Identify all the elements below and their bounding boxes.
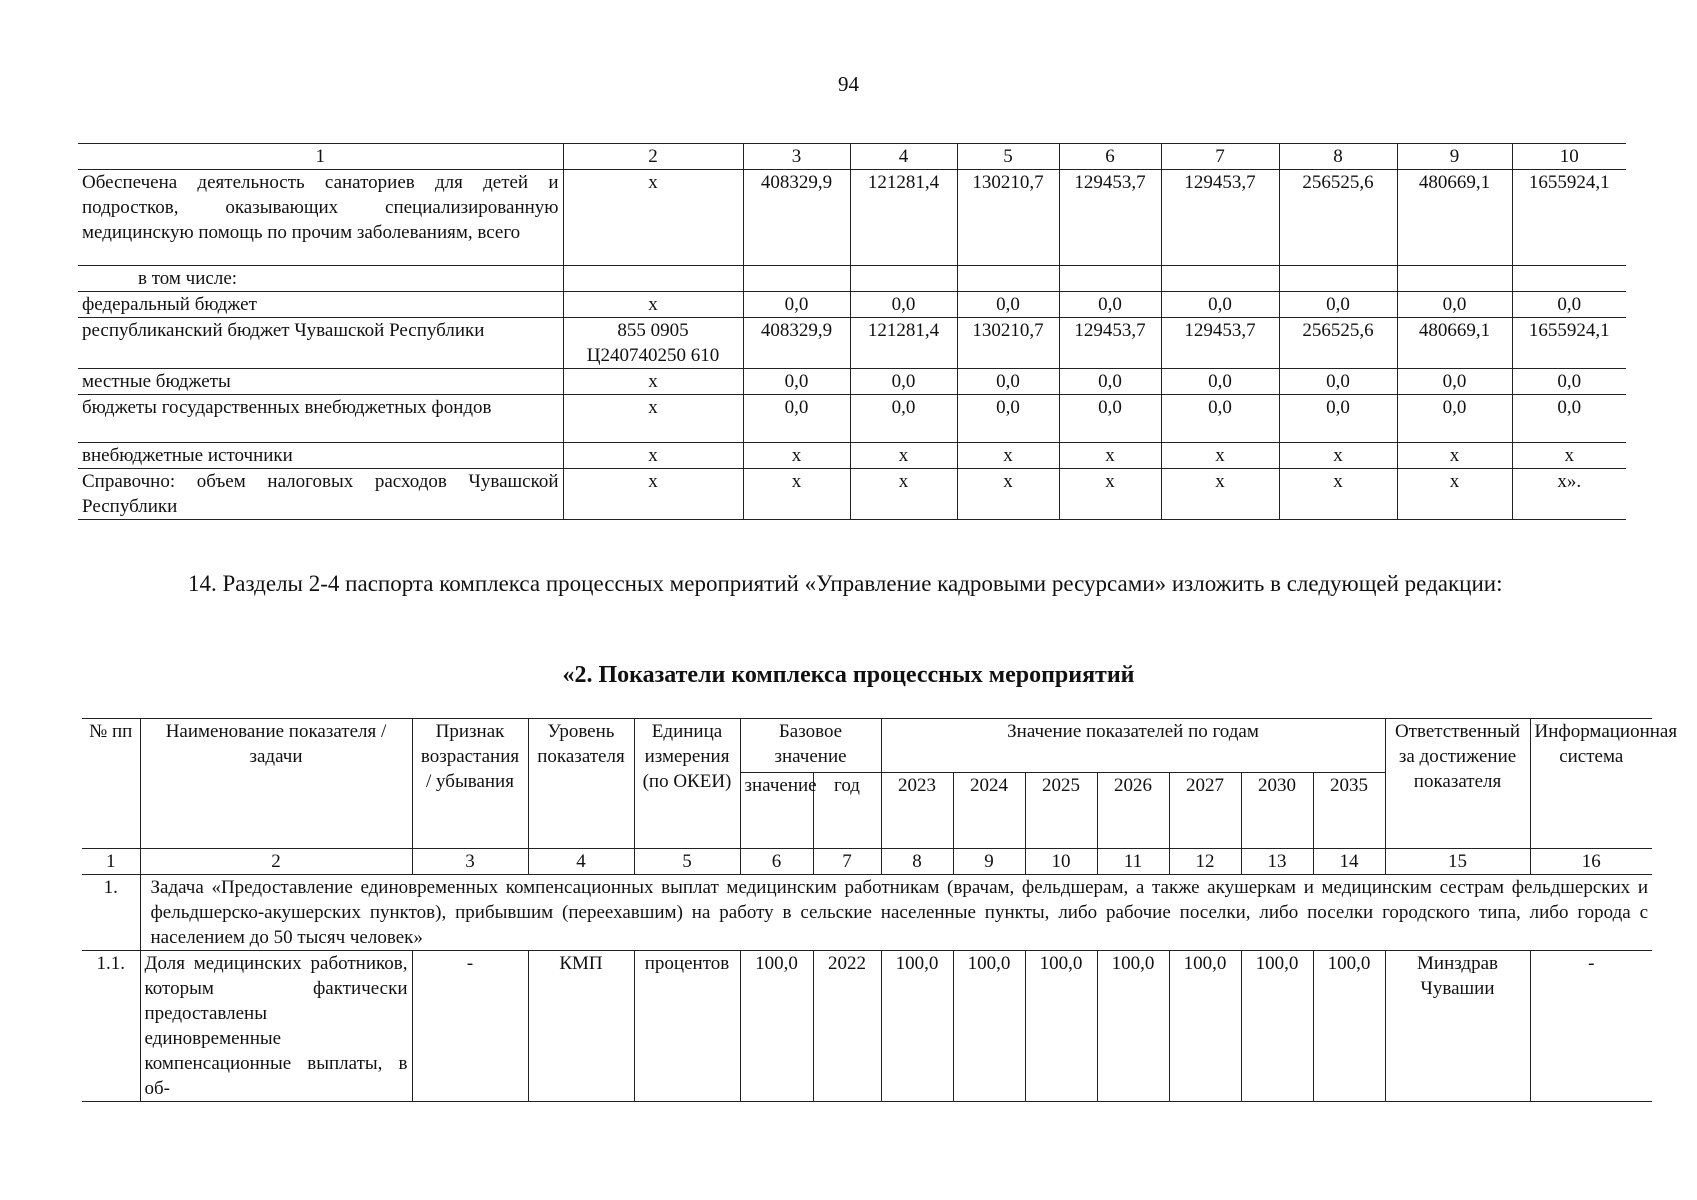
row-value: 480669,1	[1397, 170, 1512, 266]
column-number: 3	[743, 144, 850, 170]
row-value: 0,0	[743, 369, 850, 395]
row-value: 408329,9	[743, 318, 850, 369]
financing-table	[78, 143, 1626, 520]
row-value: 256525,6	[1279, 170, 1397, 266]
row-label: Справочно: объем налоговых расходов Чувашской Республики	[78, 469, 563, 520]
row-value: x	[1512, 443, 1626, 469]
header-year: 2024	[953, 773, 1025, 849]
row-value: x	[1059, 443, 1161, 469]
row-value: 129453,7	[1059, 318, 1161, 369]
row-value: 0,0	[850, 292, 957, 318]
row-value	[1512, 266, 1626, 292]
header-year: 2025	[1025, 773, 1097, 849]
column-number: 4	[528, 849, 634, 875]
column-number: 16	[1530, 849, 1652, 875]
row-value: 0,0	[1279, 395, 1397, 443]
row-value: x	[743, 469, 850, 520]
row-code: x	[563, 170, 743, 266]
column-number: 4	[850, 144, 957, 170]
row-code: x	[563, 443, 743, 469]
row-value: 0,0	[1161, 395, 1279, 443]
row-value: 0,0	[1161, 369, 1279, 395]
column-number: 1	[78, 144, 563, 170]
row-value: 129453,7	[1161, 318, 1279, 369]
row-value: x	[1161, 443, 1279, 469]
row-value: 100,0	[1169, 951, 1241, 1102]
task-number: 1.	[82, 875, 140, 951]
row-code: x	[563, 469, 743, 520]
row-value	[1161, 266, 1279, 292]
row-label: местные бюджеты	[78, 369, 563, 395]
row-info-system: -	[1530, 951, 1652, 1102]
row-label: Обеспечена деятельность санаториев для детей и подростков, оказывающих специализированную медицинскую помощь по прочим заболеваниям, всего	[78, 170, 563, 266]
header-base: Базовое значение	[740, 719, 881, 773]
header-responsible: Ответственный за достижение показателя	[1385, 719, 1530, 849]
header-level: Уровень показателя	[528, 719, 634, 849]
header-row	[78, 144, 1626, 170]
row-value: 0,0	[850, 369, 957, 395]
header-sign: Признак возрастания / убывания	[412, 719, 528, 849]
row-value: 0,0	[1512, 292, 1626, 318]
row-value: 1655924,1	[1512, 170, 1626, 266]
row-value: 408329,9	[743, 170, 850, 266]
table-row	[78, 395, 1626, 443]
row-value: 0,0	[957, 369, 1059, 395]
row-value: 0,0	[1397, 369, 1512, 395]
row-value: 0,0	[1279, 369, 1397, 395]
column-number: 3	[412, 849, 528, 875]
section-title: «2. Показатели комплекса процессных мероприятий	[562, 662, 1135, 688]
column-number: 8	[881, 849, 953, 875]
header-unit: Единица измерения (по ОКЕИ)	[634, 719, 740, 849]
row-value	[957, 266, 1059, 292]
column-number: 9	[1397, 144, 1512, 170]
row-indicator-name: Доля медицинских работников, которым фактически предоставлены единовременные компенсационные выплаты, в об-	[140, 951, 412, 1102]
row-code	[563, 266, 743, 292]
task-text: Задача «Предоставление единовременных компенсационных выплат медицинским работникам (врачам, фельдшерам, а также акушеркам и медицинским сестрам фельдшерских и фельдшерско-акушерских пунктов), прибывшим (переехавшим) на работу в сельские населенные пункты, либо рабочие поселки, либо поселки городского типа, либо города с населением до 50 тысяч человек»	[140, 875, 1652, 951]
column-number: 9	[953, 849, 1025, 875]
header-base-value: значение	[740, 773, 813, 849]
header-year: 2023	[881, 773, 953, 849]
instruction-paragraph: 14. Разделы 2-4 паспорта комплекса процессных мероприятий «Управление кадровыми ресурсами» изложить в следующей редакции:	[188, 571, 1503, 596]
table-row	[78, 170, 1626, 266]
column-numbers-row	[82, 849, 1652, 875]
row-value	[1397, 266, 1512, 292]
row-value: 0,0	[743, 395, 850, 443]
row-value: 0,0	[850, 395, 957, 443]
header-info-system: Информационная система	[1530, 719, 1652, 849]
column-number: 6	[1059, 144, 1161, 170]
column-number: 2	[563, 144, 743, 170]
header-years-group: Значение показателей по годам	[881, 719, 1385, 773]
row-code: x	[563, 369, 743, 395]
row-value: 100,0	[953, 951, 1025, 1102]
column-number: 7	[813, 849, 881, 875]
row-value: x	[1397, 469, 1512, 520]
header-year: 2027	[1169, 773, 1241, 849]
header-year: 2026	[1097, 773, 1169, 849]
row-value: x	[957, 443, 1059, 469]
row-code: x	[563, 395, 743, 443]
row-label: федеральный бюджет	[78, 292, 563, 318]
row-value: 0,0	[1161, 292, 1279, 318]
column-number: 10	[1025, 849, 1097, 875]
row-value: 130210,7	[957, 170, 1059, 266]
row-base-year: 2022	[813, 951, 881, 1102]
row-value: 129453,7	[1059, 170, 1161, 266]
row-value: 0,0	[1059, 369, 1161, 395]
header-base-year: год	[813, 773, 881, 849]
column-number: 10	[1512, 144, 1626, 170]
header-name: Наименование показателя / задачи	[140, 719, 412, 849]
row-label: внебюджетные источники	[78, 443, 563, 469]
row-value: 100,0	[1025, 951, 1097, 1102]
column-number: 6	[740, 849, 813, 875]
table-row	[78, 443, 1626, 469]
row-value: 100,0	[1241, 951, 1313, 1102]
row-value: 0,0	[1059, 395, 1161, 443]
row-value: 0,0	[1059, 292, 1161, 318]
column-number: 11	[1097, 849, 1169, 875]
row-value: x	[1279, 443, 1397, 469]
row-value	[1279, 266, 1397, 292]
column-number: 13	[1241, 849, 1313, 875]
column-number: 14	[1313, 849, 1385, 875]
table-row	[78, 292, 1626, 318]
row-code: x	[563, 292, 743, 318]
row-value	[1059, 266, 1161, 292]
header-num: № пп	[82, 719, 140, 849]
row-value: 0,0	[1512, 369, 1626, 395]
row-value: 0,0	[1397, 292, 1512, 318]
row-value: x	[1397, 443, 1512, 469]
row-value: 100,0	[1313, 951, 1385, 1102]
row-responsible: Минздрав Чувашии	[1385, 951, 1530, 1102]
column-number: 7	[1161, 144, 1279, 170]
row-number: 1.1.	[82, 951, 140, 1102]
row-sign: -	[412, 951, 528, 1102]
row-value: 121281,4	[850, 170, 957, 266]
row-value: 1655924,1	[1512, 318, 1626, 369]
row-value	[850, 266, 957, 292]
table-row	[78, 369, 1626, 395]
row-value: 0,0	[1397, 395, 1512, 443]
row-value: x	[1161, 469, 1279, 520]
table-row	[78, 469, 1626, 520]
row-label: бюджеты государственных внебюджетных фондов	[78, 395, 563, 443]
row-level: КМП	[528, 951, 634, 1102]
row-label: республиканский бюджет Чувашской Республики	[78, 318, 563, 369]
indicators-table	[82, 718, 1678, 1102]
column-number: 5	[634, 849, 740, 875]
column-number: 2	[140, 849, 412, 875]
row-value	[743, 266, 850, 292]
row-code: 855 0905 Ц240740250 610	[563, 318, 743, 369]
row-value: 0,0	[1512, 395, 1626, 443]
row-value: x	[957, 469, 1059, 520]
row-value: 0,0	[957, 395, 1059, 443]
row-base-value: 100,0	[740, 951, 813, 1102]
row-value: 480669,1	[1397, 318, 1512, 369]
row-label: в том числе:	[78, 266, 563, 292]
table-row	[78, 318, 1626, 369]
column-number: 15	[1385, 849, 1530, 875]
row-value: 129453,7	[1161, 170, 1279, 266]
row-value: x	[743, 443, 850, 469]
row-value: x	[850, 469, 957, 520]
table-row	[78, 266, 1626, 292]
row-value: 0,0	[957, 292, 1059, 318]
row-value: 121281,4	[850, 318, 957, 369]
column-number: 1	[82, 849, 140, 875]
column-number: 5	[957, 144, 1059, 170]
row-value: x	[1279, 469, 1397, 520]
row-unit: процентов	[634, 951, 740, 1102]
column-number: 12	[1169, 849, 1241, 875]
header-year: 2030	[1241, 773, 1313, 849]
row-value: x	[1059, 469, 1161, 520]
row-value: x	[850, 443, 957, 469]
column-number: 8	[1279, 144, 1397, 170]
row-value: 0,0	[1279, 292, 1397, 318]
row-value: 100,0	[881, 951, 953, 1102]
page-number: 94	[838, 72, 859, 96]
row-value: 100,0	[1097, 951, 1169, 1102]
row-value: 0,0	[743, 292, 850, 318]
row-value: x».	[1512, 469, 1626, 520]
header-year: 2035	[1313, 773, 1385, 849]
row-value: 130210,7	[957, 318, 1059, 369]
row-value: 256525,6	[1279, 318, 1397, 369]
